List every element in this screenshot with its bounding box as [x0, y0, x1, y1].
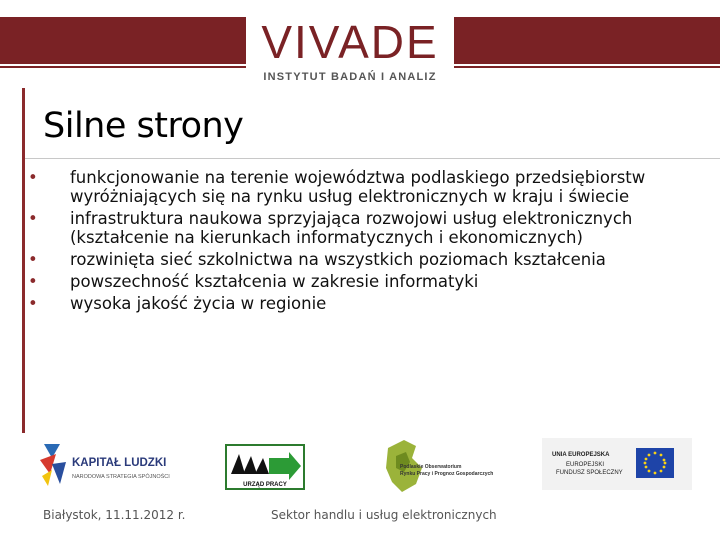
- urzad-pracy-label: URZĄD PRACY: [243, 482, 287, 488]
- bullet-item: • funkcjonowanie na terenie województwa podlaskiego przedsiębiorstw wyróżniających się na rynku usług elektronicznych w kraju i świecie: [28, 168, 646, 206]
- bullet-dot-icon: •: [28, 294, 38, 313]
- title-divider: [25, 158, 720, 159]
- bullet-item: • infrastruktura naukowa sprzyjająca rozwojowi usług elektronicznych (kształcenie na kierunkach informatycznych i ekonomicznych): [28, 209, 633, 247]
- unia-line1: UNIA EUROPEJSKA: [552, 452, 610, 458]
- obserwatorium-logo: [382, 438, 532, 494]
- bullet-dot-icon: •: [28, 209, 38, 228]
- footer-sector: Sektor handlu i usług elektronicznych: [271, 508, 497, 522]
- left-accent-rule: [22, 88, 25, 433]
- kapital-ludzki-title: KAPITAŁ LUDZKI: [72, 457, 167, 469]
- bullet-dot-icon: •: [28, 272, 38, 291]
- kapital-ludzki-subtitle: NARODOWA STRATEGIA SPÓJNOŚCI: [72, 474, 170, 480]
- urzad-pracy-logo: [225, 444, 305, 490]
- logo-text: VIVADE: [261, 16, 439, 68]
- kapital-ludzki-logo: [38, 440, 198, 488]
- unia-line2: EUROPEJSKI: [566, 462, 605, 468]
- footer-date: Białystok, 11.11.2012 r.: [43, 508, 186, 522]
- bullet-list: [28, 168, 708, 316]
- bullet-dot-icon: •: [28, 250, 38, 269]
- footer-logos: [30, 436, 710, 496]
- bullet-item: • wysoka jakość życia w regionie: [28, 294, 327, 313]
- obserwatorium-line1: Podlaskie Obserwatorium: [400, 464, 462, 470]
- brand-logo: [0, 5, 720, 85]
- bullet-item: • rozwinięta sieć szkolnictwa na wszystkich poziomach kształcenia: [28, 250, 606, 269]
- slide-title: Silne strony: [43, 106, 244, 146]
- bullet-dot-icon: •: [28, 168, 38, 187]
- obserwatorium-line2: Rynku Pracy i Prognoz Gospodarczych: [400, 471, 494, 477]
- logo-subtitle: INSTYTUT BADAŃ I ANALIZ: [263, 71, 437, 83]
- unia-line3: FUNDUSZ SPOŁECZNY: [556, 470, 623, 476]
- bullet-item: • powszechność kształcenia w zakresie informatyki: [28, 272, 479, 291]
- unia-europejska-logo: [542, 438, 692, 490]
